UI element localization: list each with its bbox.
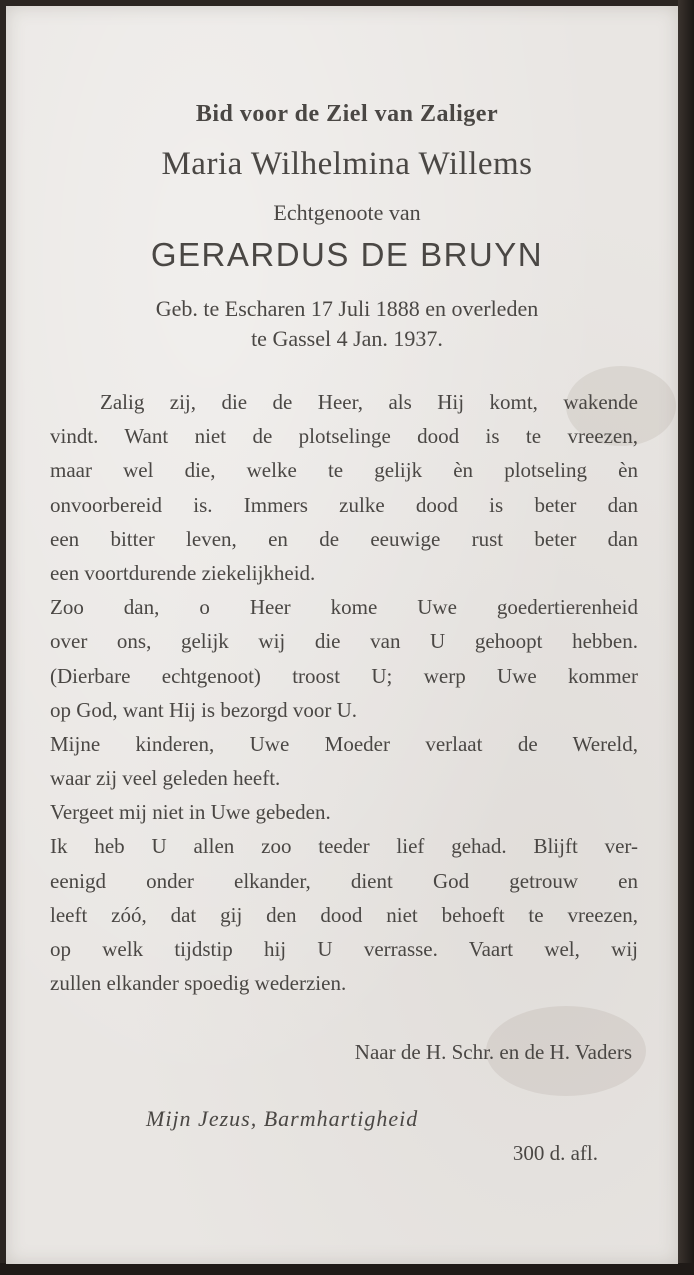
text-line: op God, want Hij is bezorgd voor U. <box>50 697 357 722</box>
text-line: over ons, gelijk wij die van U gehoopt hebben. <box>50 629 638 654</box>
text-line: (Dierbare echtgenoot) troost U; werp Uwe kommer <box>50 663 638 688</box>
source-attribution: Naar de H. Schr. en de H. Vaders <box>354 1040 632 1064</box>
text-line: Ik heb U allen zoo teeder lief gehad. Blijft ver- <box>50 834 638 859</box>
relation-label: Echtgenoote van <box>273 200 421 225</box>
text-line: waar zij veel geleden heeft. <box>50 766 281 791</box>
text-line: eenigd onder elkander, dient God getrouw en <box>50 868 638 893</box>
spouse-name: GERARDUS DE BRUYN <box>150 236 544 273</box>
text-line: een bitter leven, en de eeuwige rust beter dan <box>50 526 638 551</box>
card-right-edge <box>678 0 694 1275</box>
card-bottom-edge <box>0 1263 694 1275</box>
deceased-name: Maria Wilhelmina Willems <box>161 146 533 182</box>
closing-prayer: Mijn Jezus, Barmhartigheid <box>146 1106 419 1131</box>
text-line: vindt. Want niet de plotselinge dood is te vreezen, <box>50 424 638 449</box>
text-line: maar wel die, welke te gelijk èn plotseling èn <box>50 458 638 483</box>
text-line: een voortdurende ziekelijkheid. <box>50 560 316 585</box>
memorial-text <box>50 385 638 1000</box>
text-line: Vergeet mij niet in Uwe gebeden. <box>50 800 331 825</box>
text-line: Zoo dan, o Heer kome Uwe goedertierenheid <box>50 595 638 620</box>
text-line: leeft zóó, dat gij den dood niet behoeft te vreezen, <box>50 902 638 927</box>
text-line: onvoorbereid is. Immers zulke dood is beter dan <box>50 492 638 517</box>
text-line: op welk tijdstip hij U verrasse. Vaart wel, wij <box>50 937 638 961</box>
birth-death-line-1: Geb. te Escharen 17 Juli 1888 en overleden <box>155 296 539 321</box>
birth-death-line-2: te Gassel 4 Jan. 1937. <box>251 326 443 351</box>
card-heading: Bid voor de Ziel van Zaliger <box>195 101 499 127</box>
text-line: Zalig zij, die de Heer, als Hij komt, wakende <box>100 390 638 414</box>
text-line: Mijne kinderen, Uwe Moeder verlaat de Wereld, <box>50 731 638 756</box>
indulgence-note: 300 d. afl. <box>512 1141 598 1165</box>
text-line: zullen elkander spoedig wederzien. <box>50 971 347 996</box>
